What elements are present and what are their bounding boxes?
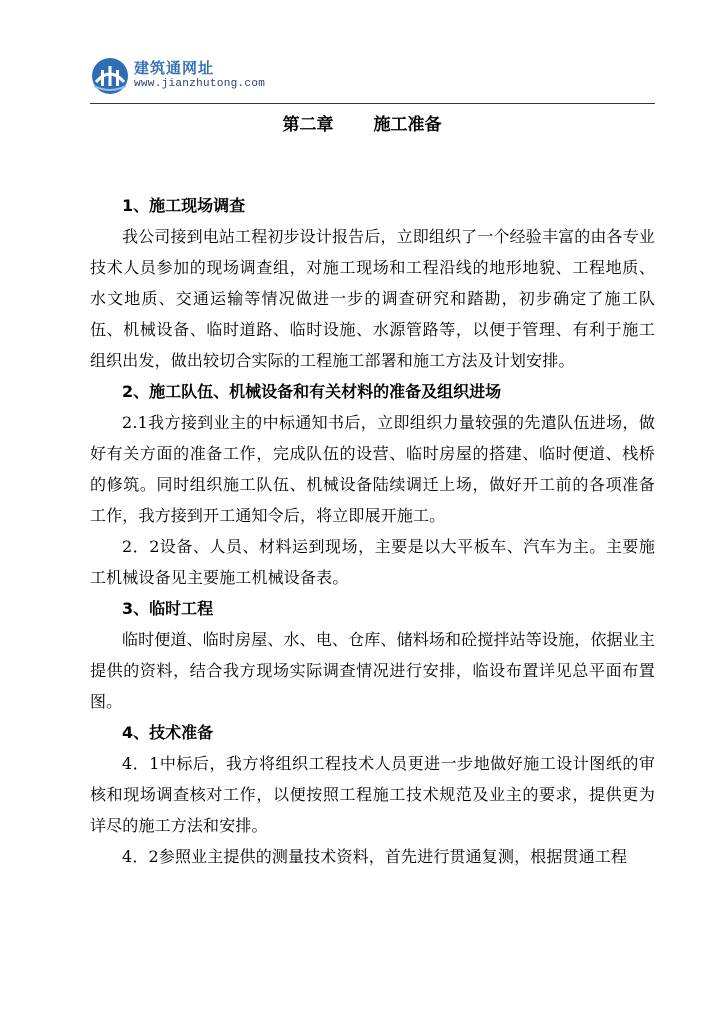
paragraph: 临时便道、临时房屋、水、电、仓库、储料场和砼搅拌站等设施，依据业主提供的资料，结合我方现场实际调查情况进行安排，临设布置详见总平面布置图。 (90, 630, 655, 711)
chapter-heading (0, 110, 724, 135)
chapter-title: 施工准备 (373, 115, 442, 135)
section-heading: 1、施工现场调查 (122, 196, 246, 215)
paragraph: 我公司接到电站工程初步设计报告后，立即组织了一个经验丰富的由各专业技术人员参加的现场调查组，对施工现场和工程沿线的地形地貌、工程地质、水文地质、交通运输等情况做进一步的调查研究和踏勘，初步确定了施工队伍、机械设备、临时道路、临时设施、水源管路等，以便于管理、有利于施工组织出发，做出较切合实际的工程施工部署和施工方法及计划安排。 (90, 227, 655, 370)
chapter-number: 第二章 (282, 115, 334, 135)
paragraph: 4．1中标后，我方将组织工程技术人员更进一步地做好施工设计图纸的审核和现场调查核对工作，以便按照工程施工技术规范及业主的要求，提供更为详尽的施工方法和安排。 (90, 754, 655, 835)
site-logo (90, 56, 290, 100)
section-heading: 3、临时工程 (122, 599, 214, 618)
header-divider (90, 103, 655, 104)
paragraph: 2.1我方接到业主的中标通知书后，立即组织力量较强的先遣队伍进场，做好有关方面的准备工作，完成队伍的设营、临时房屋的搭建、临时便道、栈桥的修筑。同时组织施工队伍、机械设备陆续调迁上场，做好开工前的各项准备工作，我方接到开工通知令后，将立即展开施工。 (90, 413, 655, 525)
jianzhutong-logo-icon (90, 56, 130, 96)
paragraph: 4．2参照业主提供的测量技术资料，首先进行贯通复测，根据贯通工程 (122, 847, 628, 866)
paragraph: 2．2设备、人员、材料运到现场，主要是以大平板车、汽车为主。主要施工机械设备见主要施工机械设备表。 (90, 537, 655, 587)
document-body (90, 190, 655, 872)
section-heading: 4、技术准备 (122, 723, 214, 742)
logo-title: 建筑通网址 (134, 59, 215, 77)
section-heading: 2、施工队伍、机械设备和有关材料的准备及组织进场 (122, 382, 502, 401)
logo-url: www.jianzhutong.com (134, 78, 266, 90)
